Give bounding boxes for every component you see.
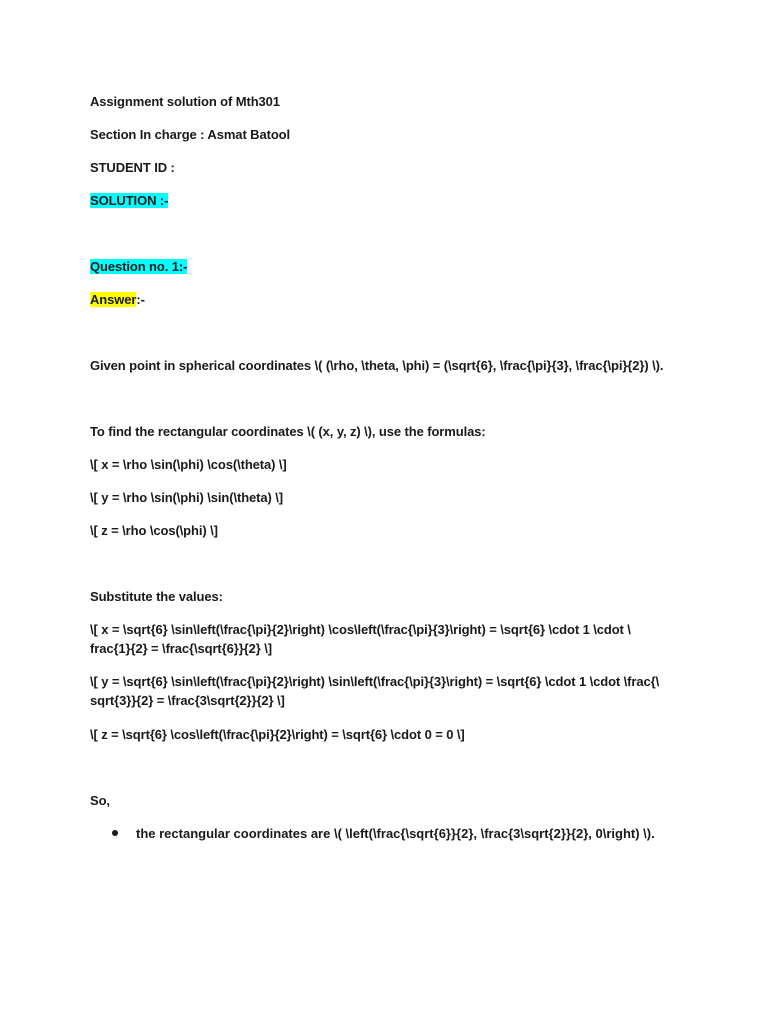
answer-heading <box>90 289 690 310</box>
to-find-text: To find the rectangular coordinates \( (x, y, z) \), use the formulas: <box>90 424 486 439</box>
result-text: the rectangular coordinates are \( \left(\frac{\sqrt{6}}{2}, \frac{3\sqrt{2}}{2}, 0\right) \). <box>136 826 655 841</box>
substitution-y-line-1: \[ y = \sqrt{6} \sin\left(\frac{\pi}{2}\right) \sin\left(\frac{\pi}{3}\right) = \sqrt{6} \cdot 1 \cdot \frac{\ <box>90 674 660 689</box>
answer-suffix: :- <box>136 292 145 307</box>
formula-y: \[ y = \rho \sin(\phi) \sin(\theta) \] <box>90 490 284 505</box>
formula-z: \[ z = \rho \cos(\phi) \] <box>90 523 218 538</box>
bullet-icon <box>112 830 118 836</box>
substitute-text: Substitute the values: <box>90 589 223 604</box>
formula-x: \[ x = \rho \sin(\phi) \cos(\theta) \] <box>90 457 287 472</box>
solution-heading <box>90 190 690 211</box>
so-text: So, <box>90 793 110 808</box>
student-id: STUDENT ID : <box>90 160 175 175</box>
substitution-x-line-1: \[ x = \sqrt{6} \sin\left(\frac{\pi}{2}\right) \cos\left(\frac{\pi}{3}\right) = \sqrt{6} \cdot 1 \cdot \ <box>90 622 631 637</box>
question-label: Question no. 1:- <box>90 259 188 274</box>
document-title: Assignment solution of Mth301 <box>90 94 280 109</box>
question-heading <box>90 256 690 277</box>
answer-label: Answer <box>90 292 137 307</box>
substitution-x-line-2: frac{1}{2} = \frac{\sqrt{6}}{2} \] <box>90 641 272 656</box>
solution-label: SOLUTION :- <box>90 193 169 208</box>
section-in-charge: Section In charge : Asmat Batool <box>90 127 291 142</box>
given-point-text: Given point in spherical coordinates \( (\rho, \theta, \phi) = (\sqrt{6}, \frac{\pi}{3}, \frac{\pi}{2}) \). <box>90 358 664 373</box>
substitution-y-line-2: sqrt{3}}{2} = \frac{3\sqrt{2}}{2} \] <box>90 693 285 708</box>
substitution-z: \[ z = \sqrt{6} \cos\left(\frac{\pi}{2}\right) = \sqrt{6} \cdot 0 = 0 \] <box>90 727 465 742</box>
